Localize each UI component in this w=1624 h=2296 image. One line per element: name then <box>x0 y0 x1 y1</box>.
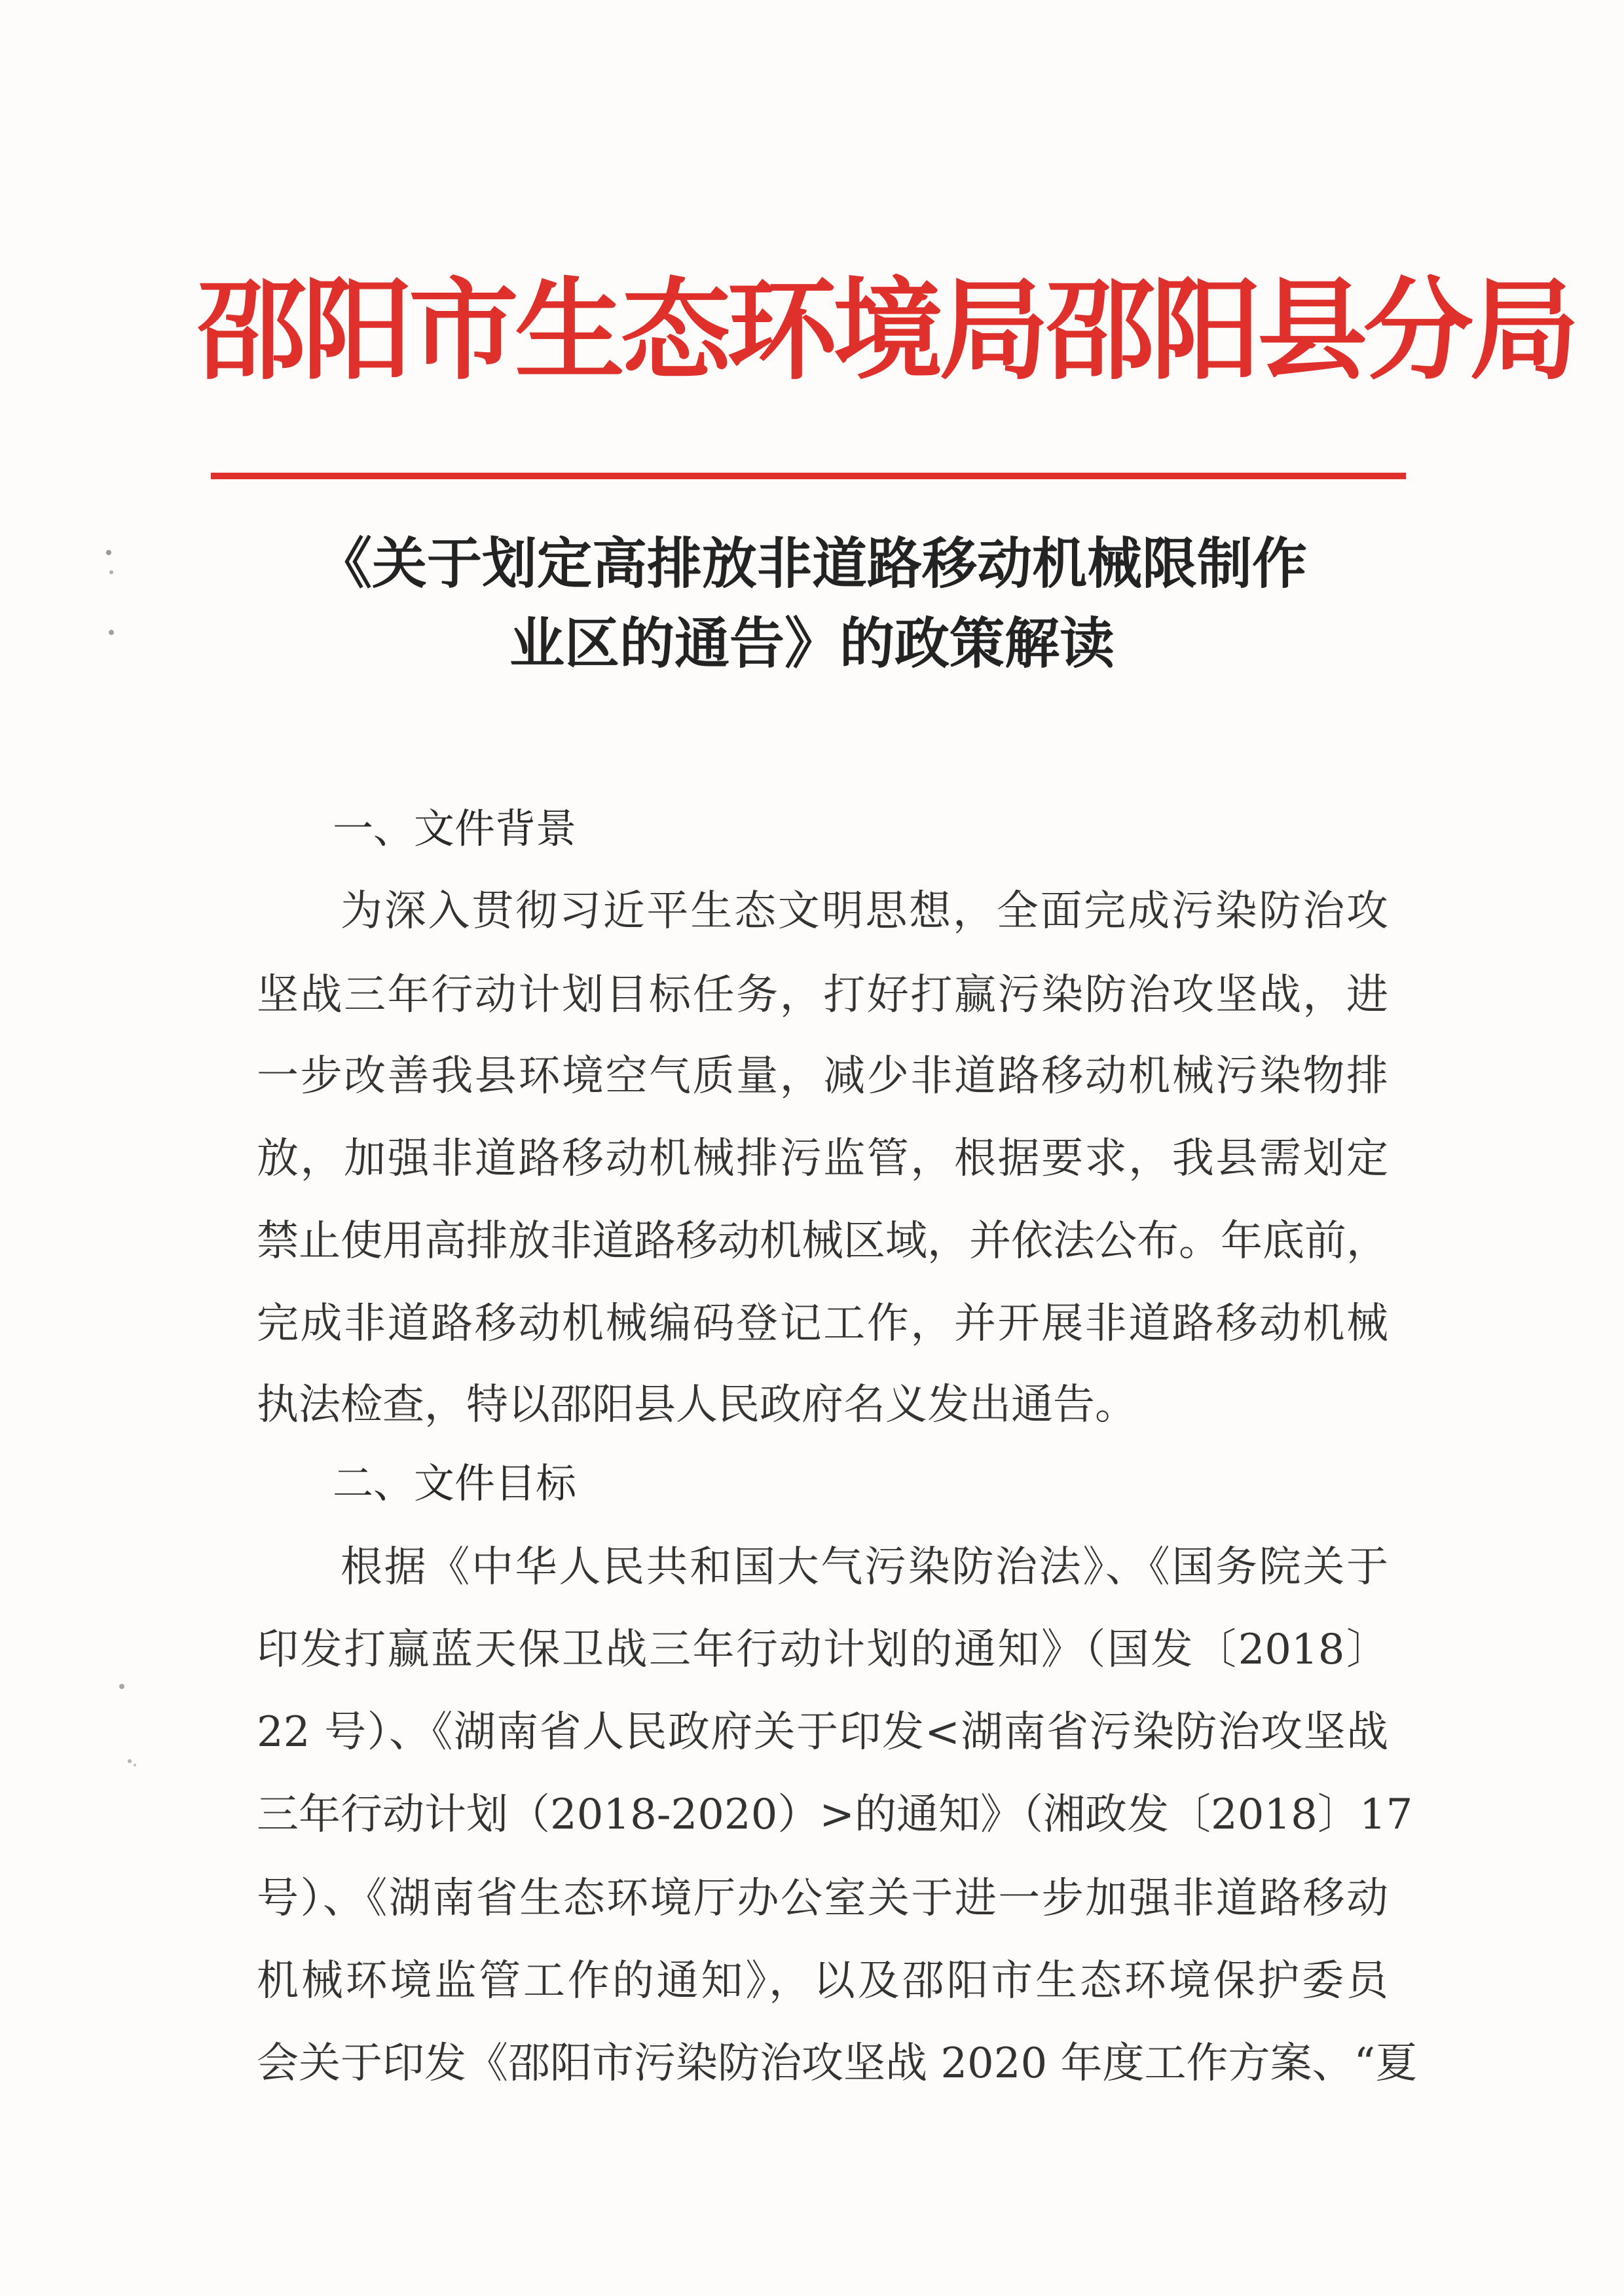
paragraph-line: 印发打赢蓝天保卫战三年行动计划的通知》（国发〔2018〕 <box>257 1626 1388 1674</box>
paragraph-line: 坚战三年行动计划目标任务，打好打赢污染防治攻坚战，进 <box>257 971 1388 1019</box>
paragraph-line: 三年行动计划（2018-2020）>的通知》（湘政发〔2018〕17 <box>257 1791 1413 1839</box>
paragraph-line: 22 号）、《湖南省人民政府关于印发<湖南省污染防治攻坚战 <box>257 1708 1388 1757</box>
paragraph-line: 号）、《湖南省生态环境厅办公室关于进一步加强非道路移动 <box>257 1874 1388 1923</box>
paragraph-line: 一步改善我县环境空气质量，减少非道路移动机械污染物排 <box>257 1052 1388 1101</box>
paragraph-line: 执法检查，特以邵阳县人民政府名义发出通告。 <box>257 1381 1137 1429</box>
issuer-header: 邵阳市生态环境局邵阳县分局 <box>196 266 1576 395</box>
paragraph-line: 会关于印发《邵阳市污染防治攻坚战 2020 年度工作方案、“夏 <box>257 2039 1418 2088</box>
title-line-2: 业区的通告》的政策解读 <box>509 611 1115 676</box>
paragraph-line: 根据《中华人民共和国大气污染防治法》、《国务院关于 <box>341 1543 1388 1592</box>
paragraph-line: 为深入贯彻习近平生态文明思想，全面完成污染防治攻 <box>341 887 1388 936</box>
paragraph-line: 禁止使用高排放非道路移动机械区域，并依法公布。年底前， <box>257 1217 1388 1266</box>
paragraph-line: 完成非道路移动机械编码登记工作，并开展非道路移动机械 <box>257 1300 1388 1348</box>
paragraph-line: 放，加强非道路移动机械排污监管，根据要求，我县需划定 <box>257 1135 1388 1183</box>
section-heading-background: 一、文件背景 <box>333 805 577 852</box>
title-line-1: 《关于划定高排放非道路移动机械限制作 <box>316 531 1307 596</box>
section-heading-goals: 二、文件目标 <box>333 1459 577 1507</box>
paragraph-line: 机械环境监管工作的通知》，以及邵阳市生态环境保护委员 <box>257 1957 1388 2005</box>
